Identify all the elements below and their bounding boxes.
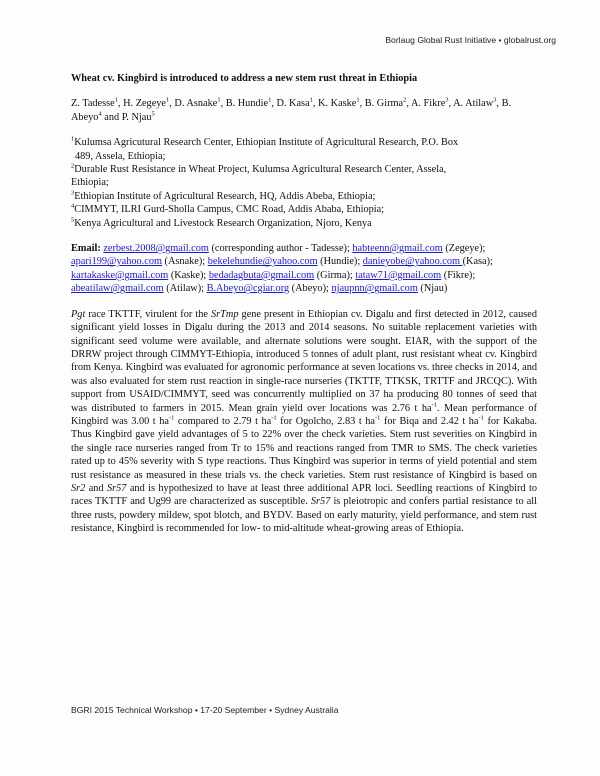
author-affiliation-mark: 4 [98,110,102,118]
abstract-text: race TKTTF, virulent for the [85,308,212,320]
affiliation-item [71,190,537,203]
email-owner: (Abeyo); [289,283,332,295]
affiliation-text: CIMMYT, ILRI Gurd-Sholla Campus, CMC Road, Addis Ababa, Ethiopia; [74,204,385,216]
abstract-text: and [85,482,107,494]
affiliation-item [71,203,537,216]
superscript: -1 [431,401,437,409]
email-owner: (Asnake); [161,256,208,268]
email-label: Email: [71,243,101,255]
author-affiliation-mark: 3 [493,96,497,104]
author-name: K. Kaske [318,98,357,110]
email-owner: (corresponding author - Tadesse); [208,243,353,255]
affiliation-number: 2 [71,162,75,170]
author-name: B. Hundie [225,98,269,110]
author-name: A. Atilaw [453,98,494,110]
pgt-italic: Pgt [71,308,86,320]
author-separator: , [496,98,502,110]
abstract-text: compared to 2.79 t ha [174,415,272,427]
affiliation-continuation: 489, Assela, Ethiopia; [75,150,166,162]
author-separator: , [359,98,365,110]
author-affiliation-mark: 1 [114,96,118,104]
affiliation-text: Kulumsa Agricutural Research Center, Ethiopian Institute of Agricultural Research, P.O. Box [74,137,459,149]
paper-content [71,72,537,536]
email-link[interactable]: bedadagbuta@gmail.com [208,269,315,281]
superscript: -1 [271,414,277,422]
affiliation-item [71,163,537,176]
affiliation-number: 1 [71,135,75,143]
author-affiliation-mark: 5 [151,110,155,118]
author-separator: , [448,98,454,110]
author-name: P. Njau [121,111,152,123]
superscript: -1 [168,414,175,422]
author-separator: , [271,98,277,110]
srtmp-italic: SrTmp [211,308,239,320]
affiliation-item [71,136,537,149]
email-link[interactable]: danieyobe@yahoo.com [362,256,463,268]
author-name: D. Kasa [276,98,310,110]
author-separator: , [117,98,124,110]
email-link[interactable]: kartakaske@gmail.com [71,269,169,281]
author-name: A. Fikre [410,98,446,110]
email-link[interactable]: abeatilaw@gmail.com [71,283,164,295]
affiliation-number: 4 [71,202,75,210]
author-affiliation-mark: 1 [268,96,272,104]
author-separator: , [220,98,226,110]
superscript: -1 [478,414,484,422]
author-affiliation-mark: 1 [309,96,313,104]
abstract-text: is pleiotropic and confers partial resistance to all three rusts, powdery mildew, spot blotch, and BYDV. Based on early maturity, yield performance, and stem rust resistance, Kingbird is recommended for low- to mid-altitude wheat-growing areas of Ethiopia. [71,496,537,535]
affiliation-text: Kenya Agricultural and Livestock Research Organization, Njoro, Kenya [74,217,372,229]
abstract-text: . Mean performance of Kingbird was 3.00 t ha [71,402,537,427]
email-owner: (Atilaw); [163,283,207,295]
author-separator: , [406,98,411,110]
author-name: H. Zegeye [123,98,166,110]
abstract-text: gene present in Ethiopian cv. Digalu and first detected in 2012, caused significant yield losses in Digalu during the 2013 and 2014 seasons. No suitable replacement varieties with significant seed volume were available, and alternate solutions were sought. EIAR, with the support of the DRRW project through CIMMYT-Ethiopia, introduced 5 tonnes of adult plant, rust resistant wheat cv. Kingbird from Kenya. Kingbird was evaluated for agronomic performance at seven locations vs. three checks in 2014, and was also evaluated for stem rust reaction in single-race nurseries (TKTTF, TTKSK, TRTTF and JRCQC). With support from USAID/CIMMYT, seed was concurrently multiplied on 37 ha producing 80 tonnes of seed that was distributed to farmers in 2015. Mean grain yield over locations was 2.76 t ha [71,308,537,414]
email-owner: (Fikre); [441,269,476,281]
sr57-italic: Sr57 [310,496,331,508]
affiliation-text: Durable Rust Resistance in Wheat Project, Kulumsa Agricultural Research Center, Assela, [74,164,447,176]
author-affiliation-mark: 1 [217,96,221,104]
email-owner: (Zegeye); [442,243,486,255]
author-name: B. Girma [364,98,404,110]
author-name: B. Abeyo [71,98,512,123]
email-link[interactable]: zerbest.2008@gmail.com [103,243,209,255]
author-separator: , [312,98,319,110]
email-list [71,242,537,296]
author-affiliation-mark: 2 [403,96,407,104]
affiliation-list [71,136,537,230]
email-link[interactable]: apari199@yahoo.com [71,256,162,268]
email-owner: (Njau) [417,283,448,295]
sr57-italic: Sr57 [107,482,127,494]
author-list [71,97,537,124]
abstract-text: for Biqa and 2.42 t ha [380,415,479,427]
abstract-text: for Ogolcho, 2.83 t ha [276,415,375,427]
affiliation-continuation: Ethiopia; [71,177,109,189]
email-link[interactable]: B.Abeyo@cgiar.org [206,283,290,295]
affiliation-number: 5 [71,216,75,224]
author-affiliation-mark: 3 [445,96,449,104]
email-link[interactable]: tataw71@gmail.com [355,269,442,281]
email-owner: (Girma); [314,269,356,281]
email-owner: (Kasa); [462,256,493,268]
author-name: Z. Tadesse [71,98,115,110]
email-owner: (Hundie); [317,256,363,268]
abstract-text: for Kakaba. Thus Kingbird gave yield advantages of 5 to 22% over the check varieties. Stem rust severities on Kingbird in the single race nurseries ranged from Tr to 15% and reactions ranged from TMR to SMS. The check varieties rated up to 45% severity with S type reactions. Thus Kingbird was superior in terms of yield potential and stem rust resistance as measured in these trials vs. the check varieties. Stem rust resistance of Kingbird is based on [71,415,538,481]
abstract-text: and is hypothesized to have at least three additional APR loci. Seedling reactions of Kingbird to races TKTTF and Ug99 are characterized as susceptible. [71,482,537,508]
affiliation-text: Ethiopian Institute of Agricultural Research, HQ, Addis Abeba, Ethiopia; [74,190,376,202]
author-separator: , [169,98,175,110]
superscript: -1 [374,414,381,422]
abstract-paragraph [71,308,537,536]
affiliation-item [71,217,537,230]
author-name: D. Asnake [174,98,218,110]
author-separator: and [101,111,122,123]
running-header: Borlaug Global Rust Initiative • globalrust.org [385,35,556,45]
affiliation-number: 3 [71,189,75,197]
email-link[interactable]: njaupnn@gmail.com [331,283,418,295]
email-owner: (Kaske); [168,269,209,281]
author-affiliation-mark: 1 [356,96,360,104]
paper-title: Wheat cv. Kingbird is introduced to address a new stem rust threat in Ethiopia [71,73,418,84]
email-link[interactable]: habteenn@gmail.com [352,243,443,255]
email-link[interactable]: bekelehundie@yahoo.com [207,256,318,268]
running-footer: BGRI 2015 Technical Workshop • 17-20 September • Sydney Australia [71,705,339,715]
author-affiliation-mark: 1 [166,96,170,104]
sr2-italic: Sr2 [71,482,86,494]
